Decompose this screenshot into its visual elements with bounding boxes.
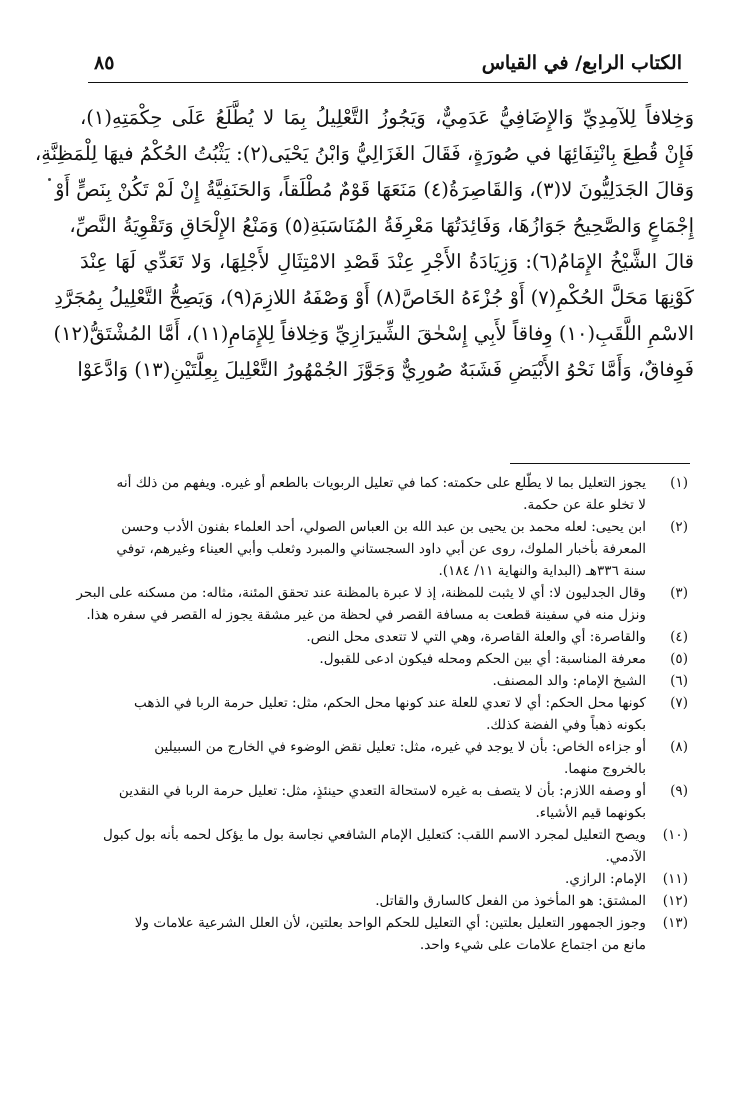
footnote-line: أو وصفه اللازم: بأن لا يتصف به غيره لاستحالة التعدي حينئذٍ، مثل: تعليل حرمة الربا في النقدين <box>118 783 646 799</box>
footnote-line: والقاصرة: أي والعلة القاصرة، وهي التي لا تتعدى محل النص. <box>306 629 646 645</box>
footnotes <box>76 472 688 956</box>
footnote <box>76 824 688 868</box>
footnote-text <box>76 582 646 626</box>
footnote-number: (٢) <box>670 519 688 535</box>
footnote-text <box>76 780 646 824</box>
footnote-text <box>76 824 646 868</box>
footnote-text <box>76 670 646 692</box>
footnote-number: (٨) <box>670 739 688 755</box>
footnote-line: بكونهما قيم الأشياء. <box>535 805 646 821</box>
footnote-text <box>76 472 646 516</box>
footnote-number: (١١) <box>662 871 688 887</box>
text-line: قالَ الشَّيْخُ الإِمَامُ(٦): وَزِيَادَةُ الأَجْرِ عِنْدَ قَصْدِ الامْتِثَالِ لأَجْلِهَا، وَلا تَعَدِّي لَهَا عِنْدَ <box>80 250 694 273</box>
footnote-line: وجوز الجمهور التعليل بعلتين: أي التعليل للحكم الواحد بعلتين، لأن العلل الشرعية علامات ولا <box>134 915 646 931</box>
footnote-line: الآدمي. <box>605 849 646 865</box>
footnote-line: أو جزاءه الخاص: بأن لا يوجد في غيره، مثل: تعليل نقض الوضوء في الخارج من السبيلين <box>154 739 646 755</box>
footnote-text <box>76 648 646 670</box>
footnote-number: (١٢) <box>662 893 688 909</box>
footnote <box>76 472 688 516</box>
footnote-text <box>76 692 646 736</box>
footnote-line: كونها محل الحكم: أي لا تعدي للعلة عند كونها محل الحكم، مثل: تعليل حرمة الربا في الذهب <box>133 695 646 711</box>
footnote <box>76 516 688 582</box>
footnote-number: (١٣) <box>662 915 688 931</box>
footnote <box>76 890 688 912</box>
footnote-line: المعرفة بأخبار الملوك، روى عن أبي داود السجستاني والمبرد وثعلب وأبي العيناء وغيرهم، توفي <box>116 541 646 557</box>
footnote-line: سنة ٣٣٦هـ (البداية والنهاية ١١/ ١٨٤). <box>438 563 646 579</box>
footnote-line: وقال الجدليون لا: أي لا يثبت للمظنة، إذ لا عبرة بالمظنة عند تحقق المئنة، مثاله: من مسكنه على البحر <box>76 585 646 601</box>
page-number: ٨٥ <box>94 52 115 74</box>
footnote <box>76 670 688 692</box>
footnote-text <box>76 736 646 780</box>
text-line: فَوِفاقٌ، وَأَمَّا نَحْوُ الأَبْيَضِ فَشَبَهٌ صُورِيٌّ وَجَوَّزَ الجُمْهُورُ التَّعْلِيلَ بِعِلَّتَيْنِ(١٣) وَادَّعَوْا <box>77 358 694 381</box>
footnote-line: الإمام: الرازي. <box>565 871 646 887</box>
footnote <box>76 648 688 670</box>
footnote-line: ونزل منه في سفينة قطعت به مسافة القصر في لحظة من غير مشقة يجوز له القصر في سفره هذا. <box>86 607 646 623</box>
text-line: كَوْنِهَا مَحَلَّ الحُكْمِ(٧) أَوْ جُزْءَهُ الخَاصَّ(٨) أَوْ وَصْفَهُ اللازِمَ(٩)، وَيَصِحُّ التَّعْلِيلُ بِمُجَرَّدِ <box>54 286 694 309</box>
footnote-number: (٩) <box>670 783 688 799</box>
margin-dot <box>48 178 51 181</box>
footnote-text <box>76 868 646 890</box>
footnote-line: بكونه ذهباً وفي الفضة كذلك. <box>486 717 646 733</box>
text-line: إِجْمَاعٍ وَالصَّحِيحُ جَوَازُهَا، وَفَائِدَتُهَا مَعْرِفَةُ المُنَاسَبَةِ(٥) وَمَنْعُ الإِلْحَاقِ وَتَقْوِيَةُ النَّصِّ، <box>69 214 694 237</box>
footnote-line: ويصح التعليل لمجرد الاسم اللقب: كتعليل الإمام الشافعي نجاسة بول ما يؤكل لحمه بأنه بول كبول <box>103 827 646 843</box>
footnote-number: (٧) <box>670 695 688 711</box>
running-title: الكتاب الرابع/ في القياس <box>481 52 682 74</box>
footnote-line: المشتق: هو المأخوذ من الفعل كالسارق والقاتل. <box>375 893 646 909</box>
footnote-line: مانع من اجتماع علامات على شيء واحد. <box>419 937 646 953</box>
main-text <box>34 100 694 388</box>
footnote-line: يجوز التعليل بما لا يطّلع على حكمته: كما في تعليل الربويات بالطعم أو غيره. ويفهم من ذلك أنه <box>116 475 646 491</box>
footnote-line: معرفة المناسبة: أي بين الحكم ومحله فيكون ادعى للقبول. <box>319 651 646 667</box>
text-line: وَخِلافاً لِلآمِدِيِّ وَالإِضَافِيُّ عَدَمِيٌّ، وَيَجُوزُ التَّعْلِيلُ بِمَا لا يُطَّلَعُ عَلَى حِكْمَتِهِ(١)، <box>80 106 694 129</box>
footnote <box>76 780 688 824</box>
text-line: فَإِنْ قُطِعَ بِانْتِفَائِهَا في صُورَةٍ، فَقَالَ الغَزَالِيُّ وَابْنُ يَحْيَى(٢): يَثْبُتُ الحُكْمُ فيهَا لِلْمَظِنَّةِ، <box>34 142 694 165</box>
footnote-text <box>76 890 646 912</box>
footnote-line: الشيخ الإمام: والد المصنف. <box>492 673 646 689</box>
footnote <box>76 868 688 890</box>
footnote-number: (٣) <box>670 585 688 601</box>
footnote-number: (١) <box>670 475 688 491</box>
footnote-text <box>76 912 646 956</box>
footnote-separator <box>510 463 690 464</box>
text-line: الاسْمِ اللَّقَبِ(١٠) وِفاقاً لأَبِي إِسْحٰقَ الشِّيرَازِيِّ وَخِلافاً لِلإِمَامِ(١١)، أَمَّا المُشْتَقُّ(١٢) <box>53 322 694 345</box>
footnote <box>76 582 688 626</box>
footnote <box>76 626 688 648</box>
footnote <box>76 912 688 956</box>
page-header <box>88 46 688 83</box>
footnote-number: (٥) <box>670 651 688 667</box>
footnote-number: (٤) <box>670 629 688 645</box>
footnote-line: بالخروج منهما. <box>564 761 646 777</box>
footnote <box>76 736 688 780</box>
footnote <box>76 692 688 736</box>
footnote-text <box>76 626 646 648</box>
footnote-number: (١٠) <box>662 827 688 843</box>
footnote-text <box>76 516 646 582</box>
text-line: وَقالَ الجَدَلِيُّونَ لا(٣)، وَالقَاصِرَةُ(٤) مَنَعَهَا قَوْمٌ مُطْلَقاً، وَالحَنَفِيَّةُ إِنْ لَمْ تَكُنْ بِنَصٍّ أَوْ <box>55 178 694 201</box>
footnote-line: ابن يحيى: لعله محمد بن يحيى بن عبد الله بن العباس الصولي، أحد العلماء بفنون الأدب وحسن <box>121 519 646 535</box>
footnote-line: لا تخلو علة عن حكمة. <box>523 497 646 513</box>
footnote-number: (٦) <box>670 673 688 689</box>
